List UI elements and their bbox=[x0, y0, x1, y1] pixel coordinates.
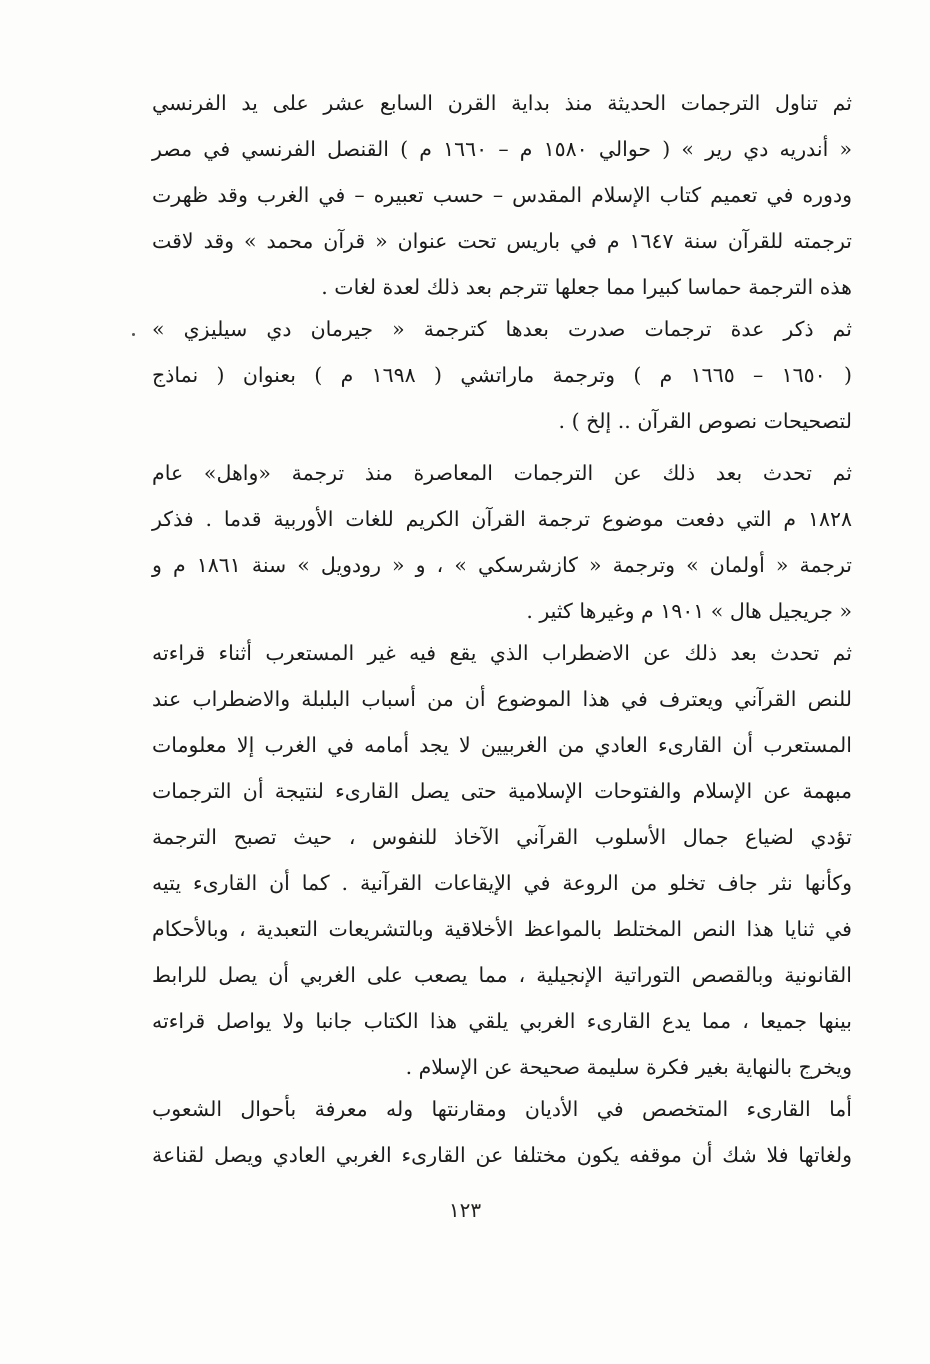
text-line: في ثنايا هذا النص المختلط بالمواعظ الأخلاقية وبالتشريعات التعبدية ، وبالأحكام bbox=[152, 917, 852, 941]
page-number: ١٢٣ bbox=[448, 1198, 482, 1222]
text-line: ويخرج بالنهاية بغير فكرة سليمة صحيحة عن الإسلام . bbox=[405, 1055, 852, 1079]
scan-speck bbox=[132, 333, 135, 336]
text-line: ثم تحدث بعد ذلك عن الاضطراب الذي يقع فيه غير المستعرب أثناء قراءته bbox=[152, 641, 852, 665]
text-line: أما القارىء المتخصص في الأديان ومقارنتها وله معرفة بأحوال الشعوب bbox=[152, 1097, 852, 1121]
text-line: ترجمة « أولمان » وترجمة « كازشرسكي » ، و « رودويل » سنة ١٨٦١ م و bbox=[152, 553, 852, 577]
text-line: هذه الترجمة حماسا كبيرا مما جعلها تترجم بعد ذلك لعدة لغات . bbox=[321, 275, 852, 299]
paragraph-3 bbox=[152, 450, 852, 634]
text-line: ودوره في تعميم كتاب الإسلام المقدس – حسب تعبيره – في الغرب وقد ظهرت bbox=[152, 183, 852, 207]
paragraph-1 bbox=[152, 80, 852, 310]
text-line: ثم تناول الترجمات الحديثة منذ بداية القرن السابع عشر على يد الفرنسي bbox=[152, 91, 852, 115]
paragraph-2 bbox=[152, 306, 852, 444]
text-line: مبهمة عن الإسلام والفتوحات الإسلامية حتى يصل القارىء لنتيجة أن الترجمات bbox=[152, 779, 852, 803]
text-line: لتصحيحات نصوص القرآن .. إلخ ) . bbox=[558, 409, 852, 433]
text-line: ( ١٦٥٠ – ١٦٦٥ م ) وترجمة ماراتشي ( ١٦٩٨ م ) بعنوان ( نماذج bbox=[152, 363, 852, 387]
text-line: القانونية وبالقصص التوراتية الإنجيلية ، مما يصعب على الغربي أن يصل للرابط bbox=[152, 963, 852, 987]
paragraph-5 bbox=[152, 1086, 852, 1178]
text-line: تؤدي لضياع جمال الأسلوب القرآني الآخاذ للنفوس ، حيث تصبح الترجمة bbox=[152, 825, 852, 849]
text-line: المستعرب أن القارىء العادي من الغربيين لا يجد أمامه في الغرب إلا معلومات bbox=[152, 733, 852, 757]
text-line: للنص القرآني ويعترف في هذا الموضوع أن من أسباب البلبلة والاضطراب عند bbox=[152, 687, 852, 711]
paragraph-4 bbox=[152, 630, 852, 1090]
text-line: ثم تحدث بعد ذلك عن الترجمات المعاصرة منذ ترجمة «واهل» عام bbox=[152, 461, 852, 485]
text-line: ١٨٢٨ م التي دفعت موضوع ترجمة القرآن الكريم للغات الأوربية قدما . فذكر bbox=[152, 507, 852, 531]
text-line: ولغاتها فلا شك أن موقفه يكون مختلفا عن القارىء الغربي العادي ويصل لقناعة bbox=[152, 1143, 852, 1167]
text-line: ثم ذكر عدة ترجمات صدرت بعدها كترجمة « جيرمان دي سيليزي » bbox=[152, 317, 852, 341]
text-line: « جريجيل هال » ١٩٠١ م وغيرها كثير . bbox=[526, 599, 852, 623]
text-line: « أندريه دي رير » ( حوالي ١٥٨٠ م – ١٦٦٠ م ) القنصل الفرنسي في مصر bbox=[152, 137, 853, 161]
text-line: بينها جميعا ، مما يدع القارىء الغربي يلقي هذا الكتاب جانبا ولا يواصل قراءته bbox=[152, 1009, 852, 1033]
text-line: وكأنها نثر جاف تخلو من الروعة في الإيقاعات القرآنية . كما أن القارىء يتيه bbox=[152, 871, 852, 895]
text-line: ترجمته للقرآن سنة ١٦٤٧ م في باريس تحت عنوان « قرآن محمد » وقد لاقت bbox=[152, 229, 852, 253]
